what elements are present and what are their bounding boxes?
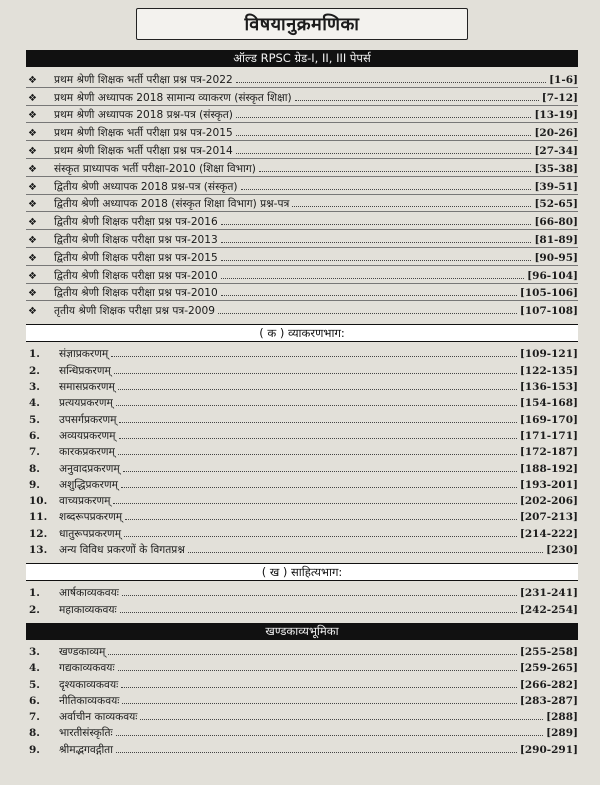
page-title: विषयानुक्रमणिका xyxy=(136,8,468,40)
bullet-icon: ❖ xyxy=(28,234,37,246)
dot-leader xyxy=(120,612,517,613)
entry-number: 1. xyxy=(29,348,40,361)
dot-leader xyxy=(116,752,517,753)
entry-title: नीतिकाव्यकवयः xyxy=(59,694,120,707)
list-item xyxy=(26,301,578,318)
dot-leader xyxy=(118,454,517,455)
dot-leader xyxy=(221,242,532,243)
entry-title: आर्षकाव्यकवयः xyxy=(59,587,119,600)
entry-title: संज्ञाप्रकरणम् xyxy=(59,348,109,361)
dot-leader xyxy=(221,260,532,261)
entry-title: उपसर्गप्रकरणम् xyxy=(59,413,117,426)
page-range: [122-135] xyxy=(519,364,578,377)
dot-leader xyxy=(188,552,543,553)
dot-leader xyxy=(218,313,517,314)
entry-title: अव्ययप्रकरणम् xyxy=(59,429,116,442)
entry-title: कारकप्रकरणम् xyxy=(59,446,115,459)
bullet-icon: ❖ xyxy=(28,181,37,193)
bullet-icon: ❖ xyxy=(28,110,37,122)
list-item xyxy=(26,508,578,524)
entry-number: 8. xyxy=(29,462,40,475)
entry-title: तृतीय श्रेणी शिक्षक परीक्षा प्रश्न पत्र-2009 xyxy=(54,305,215,318)
page-range: [242-254] xyxy=(519,603,578,616)
entry-title: प्रथम श्रेणी शिक्षक भर्ती परीक्षा प्रश्न पत्र-2022 xyxy=(54,73,233,86)
list-item xyxy=(26,394,578,410)
page-range: [207-213] xyxy=(519,511,578,524)
dot-leader xyxy=(121,487,517,488)
entry-number: 7. xyxy=(29,711,40,724)
page-range: [283-287] xyxy=(519,694,578,707)
list-item xyxy=(26,248,578,266)
entry-title: प्रथम श्रेणी अध्यापक 2018 सामान्य व्याकरण (संस्कृत शिक्षा) xyxy=(54,91,292,104)
page-range: [171-171] xyxy=(519,429,578,442)
list-item xyxy=(26,177,578,195)
page-range: [96-104] xyxy=(527,269,578,282)
list-item xyxy=(26,675,578,691)
entry-title: भारतीसंस्कृतिः xyxy=(59,727,113,740)
grammar-list xyxy=(26,342,578,563)
page-range: [7-12] xyxy=(541,91,578,104)
entry-number: 9. xyxy=(29,478,40,491)
page-range: [214-222] xyxy=(519,527,578,540)
entry-title: द्वितीय श्रेणी शिक्षक परीक्षा प्रश्न पत्र-2010 xyxy=(54,287,218,300)
list-item xyxy=(26,643,578,659)
page-range: [20-26] xyxy=(534,127,578,140)
bullet-icon: ❖ xyxy=(28,288,37,300)
list-item xyxy=(26,70,578,88)
entry-number: 5. xyxy=(29,678,40,691)
entry-title: दृश्यकाव्यकवयः xyxy=(59,678,119,691)
dot-leader xyxy=(114,373,517,374)
dot-leader xyxy=(119,422,516,423)
list-item xyxy=(26,266,578,284)
list-item xyxy=(26,740,578,756)
entry-number: 5. xyxy=(29,413,40,426)
bullet-icon: ❖ xyxy=(28,92,37,104)
dot-leader xyxy=(140,719,543,720)
entry-number: 13. xyxy=(29,544,48,557)
entry-title: अशुद्धिप्रकरणम् xyxy=(59,478,118,491)
list-item xyxy=(26,284,578,302)
list-item xyxy=(26,724,578,740)
page-range: [105-106] xyxy=(519,287,578,300)
page-range: [52-65] xyxy=(534,198,578,211)
page-range: [231-241] xyxy=(519,587,578,600)
dot-leader xyxy=(113,503,516,504)
entry-number: 11. xyxy=(29,511,48,524)
list-item xyxy=(26,345,578,361)
page-range: [35-38] xyxy=(534,162,578,175)
page-range: [230] xyxy=(546,544,578,557)
entry-number: 3. xyxy=(29,381,40,394)
list-item xyxy=(26,212,578,230)
list-item xyxy=(26,492,578,508)
dot-leader xyxy=(236,82,546,83)
list-item xyxy=(26,88,578,106)
dot-leader xyxy=(292,206,531,207)
list-item xyxy=(26,427,578,443)
entry-title: अनुवादप्रकरणम् xyxy=(59,462,120,475)
list-item xyxy=(26,378,578,394)
entry-number: 9. xyxy=(29,743,40,756)
dot-leader xyxy=(221,295,517,296)
entry-number: 2. xyxy=(29,603,40,616)
list-item xyxy=(26,230,578,248)
page-range: [188-192] xyxy=(519,462,578,475)
entry-number: 10. xyxy=(29,495,48,508)
dot-leader xyxy=(236,135,532,136)
dot-leader xyxy=(119,438,517,439)
page-range: [172-187] xyxy=(519,446,578,459)
entry-number: 6. xyxy=(29,694,40,707)
dot-leader xyxy=(118,670,517,671)
page-range: [193-201] xyxy=(519,478,578,491)
dot-leader xyxy=(122,595,517,596)
page-range: [1-6] xyxy=(549,73,578,86)
page-range: [259-265] xyxy=(519,662,578,675)
list-item xyxy=(26,361,578,377)
list-item xyxy=(26,195,578,213)
list-item xyxy=(26,524,578,540)
list-item xyxy=(26,159,578,177)
entry-title: द्वितीय श्रेणी शिक्षक परीक्षा प्रश्न पत्र-2010 xyxy=(54,269,218,282)
list-item xyxy=(26,708,578,724)
entry-title: समासप्रकरणम् xyxy=(59,381,115,394)
page-range: [266-282] xyxy=(519,678,578,691)
list-item xyxy=(26,106,578,124)
entry-title: महाकाव्यकवयः xyxy=(59,603,117,616)
dot-leader xyxy=(236,153,532,154)
dot-leader xyxy=(116,735,543,736)
page-range: [90-95] xyxy=(534,251,578,264)
entry-title: शब्दरूपप्रकरणम् xyxy=(59,511,123,524)
entry-title: सन्धिप्रकरणम् xyxy=(59,364,111,377)
bullet-icon: ❖ xyxy=(28,74,37,86)
section-heading-grammar: ( क ) व्याकरणभाग: xyxy=(26,324,578,342)
page-range: [136-153] xyxy=(519,381,578,394)
entry-title: द्वितीय श्रेणी शिक्षक परीक्षा प्रश्न पत्र-2016 xyxy=(54,216,218,229)
list-item xyxy=(26,459,578,475)
entry-title: प्रथम श्रेणी अध्यापक 2018 प्रश्न-पत्र (संस्कृत) xyxy=(54,109,233,122)
dot-leader xyxy=(123,471,517,472)
entry-title: गद्यकाव्यकवयः xyxy=(59,662,115,675)
list-item xyxy=(26,141,578,159)
page-range: [13-19] xyxy=(534,109,578,122)
dot-leader xyxy=(122,703,516,704)
dot-leader xyxy=(241,189,532,190)
entry-title: द्वितीय श्रेणी अध्यापक 2018 प्रश्न-पत्र (संस्कृत) xyxy=(54,180,238,193)
entry-number: 12. xyxy=(29,527,48,540)
literature-list xyxy=(26,581,578,623)
dot-leader xyxy=(221,278,524,279)
entry-title: द्वितीय श्रेणी अध्यापक 2018 (संस्कृत शिक्षा विभाग) प्रश्न-पत्र xyxy=(54,198,290,211)
list-item xyxy=(26,659,578,675)
list-item xyxy=(26,443,578,459)
entry-title: वाच्यप्रकरणम् xyxy=(59,495,111,508)
entry-number: 8. xyxy=(29,727,40,740)
entry-title: संस्कृत प्राध्यापक भर्ती परीक्षा-2010 (शिक्षा विभाग) xyxy=(54,162,256,175)
page-range: [169-170] xyxy=(519,413,578,426)
bullet-icon: ❖ xyxy=(28,217,37,229)
dot-leader xyxy=(111,356,517,357)
dot-leader xyxy=(118,389,517,390)
entry-number: 4. xyxy=(29,662,40,675)
entry-number: 2. xyxy=(29,364,40,377)
entry-number: 3. xyxy=(29,645,40,658)
list-item xyxy=(26,123,578,141)
papers-list xyxy=(26,67,578,324)
page-range: [255-258] xyxy=(519,645,578,658)
page-range: [288] xyxy=(546,711,578,724)
page-range: [290-291] xyxy=(519,743,578,756)
bullet-icon: ❖ xyxy=(28,163,37,175)
page-range: [154-168] xyxy=(519,397,578,410)
dot-leader xyxy=(295,100,539,101)
bullet-icon: ❖ xyxy=(28,145,37,157)
list-item xyxy=(26,584,578,600)
bullet-icon: ❖ xyxy=(28,270,37,282)
entry-title: प्रथम श्रेणी शिक्षक भर्ती परीक्षा प्रश्न पत्र-2014 xyxy=(54,144,233,157)
entry-title: अर्वाचीन काव्यकवयः xyxy=(59,711,138,724)
list-item xyxy=(26,476,578,492)
list-item xyxy=(26,692,578,708)
page-range: [107-108] xyxy=(519,305,578,318)
page-range: [81-89] xyxy=(534,233,578,246)
entry-title: द्वितीय श्रेणी शिक्षक परीक्षा प्रश्न पत्र-2013 xyxy=(54,233,218,246)
entry-title: द्वितीय श्रेणी शिक्षक परीक्षा प्रश्न पत्र-2015 xyxy=(54,251,218,264)
entry-title: अन्य विविध प्रकरणों के विगतप्रश्न xyxy=(59,544,185,557)
list-item xyxy=(26,410,578,426)
page-range: [109-121] xyxy=(519,348,578,361)
page-range: [66-80] xyxy=(534,216,578,229)
section-heading-literature: ( ख ) साहित्यभाग: xyxy=(26,563,578,581)
entry-number: 7. xyxy=(29,446,40,459)
entry-number: 6. xyxy=(29,429,40,442)
dot-leader xyxy=(108,654,517,655)
bullet-icon: ❖ xyxy=(28,306,37,318)
entry-title: प्रत्ययप्रकरणम् xyxy=(59,397,113,410)
section-heading-khanda: खण्डकाव्यभूमिका xyxy=(26,623,578,640)
dot-leader xyxy=(236,117,532,118)
dot-leader xyxy=(121,687,517,688)
entry-title: धातुरूपप्रकरणम् xyxy=(59,527,122,540)
dot-leader xyxy=(116,405,517,406)
page-range: [289] xyxy=(546,727,578,740)
section-heading-papers: ऑल्ड RPSC ग्रेड-I, II, III पेपर्स xyxy=(26,50,578,67)
list-item xyxy=(26,541,578,557)
bullet-icon: ❖ xyxy=(28,252,37,264)
list-item xyxy=(26,600,578,616)
bullet-icon: ❖ xyxy=(28,128,37,140)
entry-number: 4. xyxy=(29,397,40,410)
dot-leader xyxy=(221,224,532,225)
entry-number: 1. xyxy=(29,587,40,600)
entry-title: प्रथम श्रेणी शिक्षक भर्ती परीक्षा प्रश्न पत्र-2015 xyxy=(54,127,233,140)
dot-leader xyxy=(259,171,532,172)
dot-leader xyxy=(124,536,517,537)
khanda-list xyxy=(26,640,578,763)
entry-title: श्रीमद्भगवद्गीता xyxy=(59,743,113,756)
bullet-icon: ❖ xyxy=(28,199,37,211)
entry-title: खण्डकाव्यम् xyxy=(59,645,106,658)
page-range: [27-34] xyxy=(534,144,578,157)
dot-leader xyxy=(125,519,517,520)
page-range: [202-206] xyxy=(519,495,578,508)
page-range: [39-51] xyxy=(534,180,578,193)
